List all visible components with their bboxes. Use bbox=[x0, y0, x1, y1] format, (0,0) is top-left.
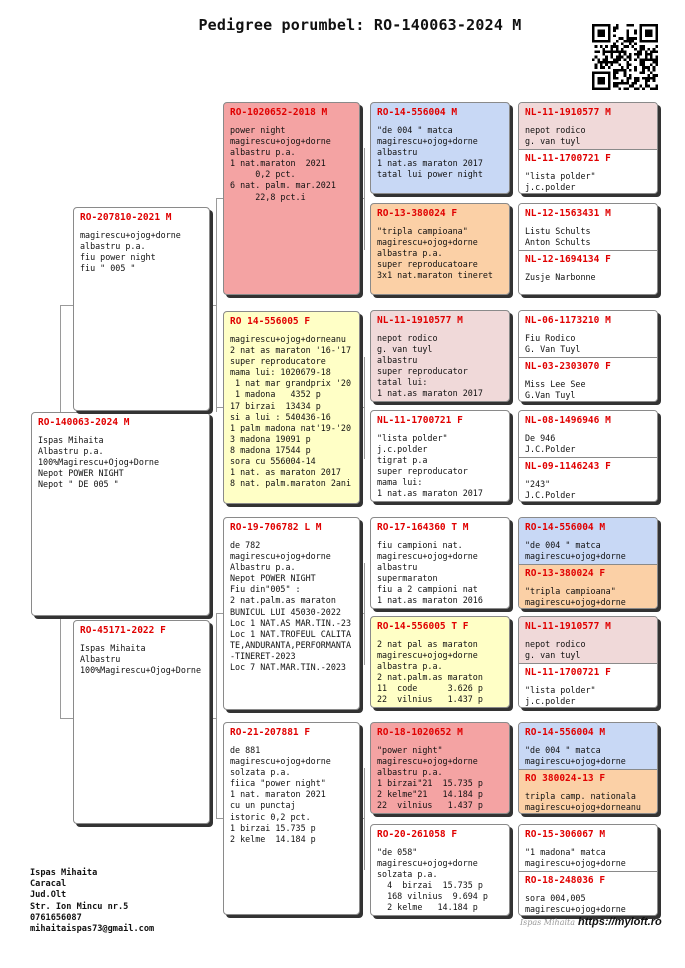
description-line: BUNICUL LUI 45030-2022 bbox=[230, 606, 341, 617]
description-line: Albastru bbox=[80, 654, 121, 665]
description-line: Loc 1 NAT.AS MAR.TIN.-23 bbox=[230, 617, 352, 628]
description-line: magirescu+ojog+dorne bbox=[377, 551, 478, 562]
description-line: Nepot POWER NIGHT bbox=[230, 573, 316, 584]
female-ancestor[interactable] bbox=[519, 564, 657, 609]
description-line: magirescu+ojog+dorne bbox=[377, 136, 478, 147]
description-line: Nepot " DE 005 " bbox=[38, 479, 119, 490]
description-line: magirescu+ojog+dorne bbox=[525, 756, 626, 767]
pigeon-ring-id: RO-1020652-2018 M bbox=[230, 107, 328, 118]
female-ancestor[interactable] bbox=[519, 250, 657, 295]
description-line: j.c.polder bbox=[525, 696, 576, 707]
description-line: "lista polder" bbox=[525, 685, 596, 695]
description-line: "lista polder" bbox=[525, 171, 596, 181]
description-line: Fiu Rodico bbox=[525, 333, 576, 343]
connector-line bbox=[210, 718, 216, 719]
pigeon-ring-id: RO-17-164360 T M bbox=[377, 522, 469, 533]
pigeon-ring-id: RO-14-556005 T F bbox=[377, 621, 469, 632]
grandparent-card[interactable] bbox=[223, 722, 360, 915]
description-line: Ispas Mihaita bbox=[80, 643, 146, 653]
pigeon-description bbox=[377, 226, 503, 281]
description-line: "de 004 " matca bbox=[525, 540, 601, 550]
pigeon-ring-id: RO-14-556004 M bbox=[525, 522, 606, 533]
pigeon-description bbox=[525, 433, 651, 455]
pigeon-description bbox=[230, 745, 353, 845]
description-line: 22 vilnius 1.437 p bbox=[377, 694, 483, 705]
male-ancestor[interactable] bbox=[519, 311, 657, 357]
subject-pigeon-card[interactable] bbox=[31, 412, 210, 616]
description-line: 11 code 3.626 p bbox=[377, 683, 483, 694]
description-line: "de 004 " matca bbox=[525, 745, 601, 755]
description-line: 1 nat.as maraton 2017 bbox=[377, 158, 483, 169]
great-grandparent-card[interactable] bbox=[370, 824, 510, 916]
female-ancestor[interactable] bbox=[519, 357, 657, 402]
description-line: 6 nat. palm. mar.2021 bbox=[230, 180, 336, 191]
description-line: 22,8 pct.i bbox=[230, 191, 306, 202]
description-line: 2 nat pal as maraton bbox=[377, 639, 478, 649]
pigeon-description bbox=[80, 643, 203, 676]
owner-street: Str. Ion Mincu nr.5 bbox=[30, 901, 129, 912]
grandparent-pair-card bbox=[518, 102, 658, 194]
description-line: magirescu+ojog+dorne bbox=[377, 756, 478, 767]
description-line: magirescu+ojog+dorneanu bbox=[230, 334, 346, 344]
description-line: 1 nat. as maraton 2017 bbox=[230, 467, 341, 478]
description-line: magirescu+ojog+dorne bbox=[525, 858, 626, 869]
female-ancestor[interactable] bbox=[519, 871, 657, 916]
description-line: Albastru p.a. bbox=[230, 562, 296, 573]
description-line: G.Van Tuyl bbox=[525, 390, 576, 401]
pair-separator bbox=[519, 357, 657, 358]
grandparent-pair-card bbox=[518, 824, 658, 916]
great-grandparent-card[interactable] bbox=[370, 410, 510, 502]
pigeon-ring-id: RO 380024-13 F bbox=[525, 773, 606, 784]
description-line: magirescu+ojog+dorne bbox=[377, 237, 478, 248]
grandparent-card[interactable] bbox=[223, 517, 360, 710]
pigeon-description bbox=[230, 125, 353, 203]
description-line: albastra p.a. bbox=[377, 661, 443, 672]
pigeon-description bbox=[377, 639, 503, 706]
description-line: sora 004,005 bbox=[525, 893, 586, 903]
connector-line bbox=[360, 613, 364, 614]
description-line: 1 nat mar grandprix '20 bbox=[230, 378, 352, 389]
male-ancestor[interactable] bbox=[519, 617, 657, 663]
description-line: 8 madona 17544 p bbox=[230, 444, 311, 455]
description-line: -TINERET-2023 bbox=[230, 650, 296, 661]
description-line: fiu power night bbox=[80, 252, 156, 263]
grandparent-pair-card bbox=[518, 722, 658, 814]
great-grandparent-card[interactable] bbox=[370, 722, 510, 814]
grandparent-pair-card bbox=[518, 616, 658, 708]
parent-card[interactable] bbox=[73, 620, 210, 824]
qr-code bbox=[592, 24, 658, 90]
description-line: 2 kelme 14.184 p bbox=[377, 902, 478, 913]
description-line: fiica "power night" bbox=[230, 778, 326, 789]
great-grandparent-card[interactable] bbox=[370, 616, 510, 708]
description-line: "tripla campioana" bbox=[377, 226, 468, 236]
pair-separator bbox=[519, 663, 657, 664]
signature: Ispas Mihaita bbox=[520, 918, 576, 927]
pigeon-description bbox=[525, 125, 651, 147]
description-line: solzata p.a. bbox=[377, 869, 438, 880]
description-line: 100%Magirescu+Ojog+Dorne bbox=[38, 457, 160, 468]
description-line: magirescu+ojog+dorne bbox=[230, 136, 331, 147]
description-line: magirescu+ojog+dorne bbox=[525, 904, 626, 915]
description-line: si a lui : 540436-16 bbox=[230, 411, 331, 422]
connector-line bbox=[216, 613, 223, 614]
connector-line bbox=[216, 818, 223, 819]
description-line: Miss Lee See bbox=[525, 379, 586, 389]
description-line: 2 kelme"21 14.184 p bbox=[377, 789, 483, 800]
description-line: 2 nat.palm.as maraton bbox=[230, 595, 336, 606]
description-line: 1 birzai"21 15.735 p bbox=[377, 778, 483, 789]
pigeon-ring-id: NL-09-1146243 F bbox=[525, 461, 611, 472]
description-line: magirescu+ojog+dorne bbox=[230, 551, 331, 562]
pigeon-description bbox=[525, 479, 651, 501]
pigeon-description bbox=[525, 586, 651, 608]
pigeon-ring-id: NL-06-1173210 M bbox=[525, 315, 611, 326]
description-line: 3x1 nat.maraton tineret bbox=[377, 270, 493, 281]
description-line: super reproducatore bbox=[230, 356, 326, 367]
description-line: 1 nat.as maraton 2017 bbox=[377, 488, 483, 499]
connector-line bbox=[60, 718, 73, 719]
pigeon-ring-id: RO-15-306067 M bbox=[525, 829, 606, 840]
description-line: mama lui: bbox=[377, 477, 423, 488]
great-grandparent-card[interactable] bbox=[370, 310, 510, 402]
description-line: "243" bbox=[525, 479, 551, 489]
pigeon-description bbox=[525, 639, 651, 661]
description-line: Loc 7 NAT.MAR.TIN.-2023 bbox=[230, 662, 346, 673]
description-line: tatal lui: bbox=[377, 377, 428, 388]
pigeon-description bbox=[377, 745, 503, 812]
male-ancestor[interactable] bbox=[519, 204, 657, 250]
description-line: cu un punctaj bbox=[230, 800, 296, 811]
description-line: Nepot POWER NIGHT bbox=[38, 468, 124, 479]
owner-county: Jud.Olt bbox=[30, 890, 67, 901]
pair-separator bbox=[519, 769, 657, 770]
description-line: albastru bbox=[377, 355, 418, 366]
description-line: nepot rodico bbox=[377, 333, 438, 343]
description-line: nepot rodico bbox=[525, 125, 586, 135]
description-line: albastru p.a. bbox=[80, 241, 146, 252]
description-line: 4 birzai 15.735 p bbox=[377, 880, 483, 891]
grandparent-card[interactable] bbox=[223, 311, 360, 504]
description-line: De 946 bbox=[525, 433, 556, 443]
description-line: 1 nat.maraton 2021 bbox=[230, 158, 326, 169]
pigeon-description bbox=[525, 745, 651, 767]
description-line: Ispas Mihaita bbox=[38, 435, 104, 445]
description-line: power night bbox=[230, 125, 286, 135]
description-line: 1 nat. maraton 2021 bbox=[230, 789, 326, 800]
pigeon-ring-id: RO-14-556004 M bbox=[377, 107, 458, 118]
pigeon-ring-id: RO 14-556005 F bbox=[230, 316, 311, 327]
grandparent-pair-card bbox=[518, 203, 658, 295]
owner-info bbox=[30, 868, 154, 935]
description-line: magirescu+ojog+dorne bbox=[525, 551, 626, 562]
pigeon-ring-id: NL-11-1700721 F bbox=[377, 415, 463, 426]
description-line: 22 vilnius 1.437 p bbox=[377, 800, 483, 811]
pigeon-ring-id: RO-13-380024 F bbox=[525, 568, 606, 579]
description-line: magirescu+ojog+dorne bbox=[377, 650, 478, 661]
owner-phone: 0761656087 bbox=[30, 912, 82, 923]
description-line: albastru p.a. bbox=[377, 767, 443, 778]
pair-separator bbox=[519, 871, 657, 872]
pigeon-ring-id: NL-11-1700721 F bbox=[525, 153, 611, 164]
pigeon-description bbox=[80, 230, 203, 274]
description-line: "de 004 " matca bbox=[377, 125, 453, 135]
connector-line bbox=[364, 768, 365, 870]
connector-line bbox=[364, 357, 365, 459]
pigeon-ring-id: RO-21-207881 F bbox=[230, 727, 311, 738]
pigeon-description bbox=[525, 272, 651, 283]
grandparent-pair-card bbox=[518, 410, 658, 502]
connector-line bbox=[60, 305, 73, 306]
female-ancestor[interactable] bbox=[519, 769, 657, 814]
pigeon-ring-id: NL-11-1910577 M bbox=[377, 315, 463, 326]
description-line: fiu a 2 campioni nat bbox=[377, 584, 478, 595]
pigeon-description bbox=[377, 847, 503, 914]
description-line: g. van tuyl bbox=[525, 650, 581, 661]
description-line: tripla camp. nationala bbox=[525, 791, 636, 801]
description-line: de 782 bbox=[230, 540, 261, 550]
connector-line bbox=[210, 305, 216, 306]
description-line: "de 058" bbox=[377, 847, 418, 857]
pigeon-ring-id: RO-13-380024 F bbox=[377, 208, 458, 219]
description-line: 8 nat. palm.maraton 2ani bbox=[230, 478, 352, 489]
female-ancestor[interactable] bbox=[519, 663, 657, 708]
pigeon-description bbox=[525, 379, 651, 401]
description-line: "lista polder" bbox=[377, 433, 448, 443]
description-line: albastru p.a. bbox=[230, 147, 296, 158]
description-line: G. Van Tuyl bbox=[525, 344, 581, 355]
great-grandparent-card[interactable] bbox=[370, 517, 510, 609]
pigeon-description bbox=[377, 433, 503, 500]
pigeon-description bbox=[38, 435, 203, 490]
description-line: sora cu 556004-14 bbox=[230, 456, 316, 467]
description-line: Albastru p.a. bbox=[38, 446, 104, 457]
male-ancestor[interactable] bbox=[519, 518, 657, 564]
pigeon-ring-id: NL-12-1563431 M bbox=[525, 208, 611, 219]
description-line: magirescu+ojog+dorne bbox=[525, 597, 626, 608]
description-line: supermaraton bbox=[377, 573, 438, 584]
grandparent-pair-card bbox=[518, 517, 658, 609]
description-line: super reproducatoare bbox=[377, 259, 478, 270]
description-line: fiu campioni nat. bbox=[377, 540, 463, 550]
description-line: Fiu din"005" : bbox=[230, 584, 301, 595]
description-line: "power night" bbox=[377, 745, 443, 755]
grandparent-pair-card bbox=[518, 310, 658, 402]
male-ancestor[interactable] bbox=[519, 411, 657, 457]
description-line: "tripla campioana" bbox=[525, 586, 616, 596]
description-line: 1 nat.as maraton 2016 bbox=[377, 595, 483, 606]
pigeon-ring-id: NL-12-1694134 F bbox=[525, 254, 611, 265]
male-ancestor[interactable] bbox=[519, 825, 657, 871]
connector-line bbox=[360, 198, 364, 199]
description-line: 3 madona 19091 p bbox=[230, 433, 311, 444]
pigeon-description bbox=[525, 333, 651, 355]
description-line: 17 birzai 13434 p bbox=[230, 400, 321, 411]
pigeon-ring-id: NL-11-1700721 F bbox=[525, 667, 611, 678]
description-line: g. van tuyl bbox=[525, 136, 581, 147]
connector-line bbox=[364, 563, 365, 665]
description-line: Anton Schults bbox=[525, 237, 591, 248]
pair-separator bbox=[519, 149, 657, 150]
description-line: magirescu+ojog+dorneanu bbox=[525, 802, 641, 813]
pair-separator bbox=[519, 457, 657, 458]
pigeon-description bbox=[525, 847, 651, 869]
description-line: 2 kelme 14.184 p bbox=[230, 833, 316, 844]
pigeon-ring-id: RO-45171-2022 F bbox=[80, 625, 166, 636]
description-line: mama lui: 1020679-18 bbox=[230, 367, 331, 378]
pigeon-description bbox=[525, 791, 651, 813]
description-line: 0,2 pct. bbox=[230, 169, 296, 180]
great-grandparent-card[interactable] bbox=[370, 102, 510, 194]
pigeon-description bbox=[525, 685, 651, 707]
pigeon-description bbox=[377, 125, 503, 180]
pigeon-ring-id: RO-18-248036 F bbox=[525, 875, 606, 886]
description-line: 1 nat.as maraton 2017 bbox=[377, 388, 483, 399]
description-line: Listu Schults bbox=[525, 226, 591, 236]
grandparent-card[interactable] bbox=[223, 102, 360, 295]
pigeon-description bbox=[377, 333, 503, 400]
description-line: TE,ANDURANTA,PERFORMANTA bbox=[230, 639, 352, 650]
description-line: de 881 bbox=[230, 745, 261, 755]
pigeon-description bbox=[525, 893, 651, 915]
pigeon-description bbox=[230, 540, 353, 673]
description-line: 1 madona 4352 p bbox=[230, 389, 321, 400]
female-ancestor[interactable] bbox=[519, 149, 657, 194]
pigeon-ring-id: NL-11-1910577 M bbox=[525, 107, 611, 118]
great-grandparent-card[interactable] bbox=[370, 203, 510, 295]
description-line: j.c.polder bbox=[377, 444, 428, 455]
description-line: magirescu+ojog+dorne bbox=[80, 230, 181, 240]
parent-card[interactable] bbox=[73, 207, 210, 411]
connector-line bbox=[360, 818, 364, 819]
description-line: tatal lui power night bbox=[377, 169, 483, 180]
description-line: 1 palm madona nat'19-'20 bbox=[230, 422, 352, 433]
description-line: J.C.Polder bbox=[525, 444, 576, 455]
description-line: J.C.Polder bbox=[525, 490, 576, 501]
description-line: 100%Magirescu+Ojog+Dorne bbox=[80, 665, 202, 676]
pigeon-description bbox=[377, 540, 503, 607]
description-line: 2 nat.palm.as maraton bbox=[377, 672, 483, 683]
description-line: istoric 0,2 pct. bbox=[230, 811, 311, 822]
description-line: 1 birzai 15.735 p bbox=[230, 822, 316, 833]
pigeon-ring-id: NL-08-1496946 M bbox=[525, 415, 611, 426]
page-title: Pedigree porumbel: RO-140063-2024 M bbox=[198, 16, 522, 34]
description-line: albastru bbox=[377, 562, 418, 573]
description-line: g. van tuyl bbox=[377, 344, 433, 355]
connector-line bbox=[364, 148, 365, 250]
connector-line bbox=[216, 198, 217, 412]
description-line: Zusje Narbonne bbox=[525, 272, 596, 282]
pigeon-ring-id: RO-19-706782 L M bbox=[230, 522, 322, 533]
pigeon-description bbox=[525, 226, 651, 248]
website-link[interactable]: https://myloft.ro bbox=[578, 916, 662, 928]
description-line: fiu " 005 " bbox=[80, 263, 136, 274]
female-ancestor[interactable] bbox=[519, 457, 657, 502]
description-line: tigrat p.a bbox=[377, 455, 428, 466]
description-line: albastru bbox=[377, 147, 418, 158]
pigeon-ring-id: RO-140063-2024 M bbox=[38, 417, 130, 428]
description-line: nepot rodico bbox=[525, 639, 586, 649]
pigeon-description bbox=[230, 334, 353, 489]
pair-separator bbox=[519, 564, 657, 565]
description-line: magirescu+ojog+dorne bbox=[230, 756, 331, 767]
description-line: j.c.polder bbox=[525, 182, 576, 193]
owner-city: Caracal bbox=[30, 879, 67, 890]
pigeon-ring-id: NL-03-2303070 F bbox=[525, 361, 611, 372]
male-ancestor[interactable] bbox=[519, 723, 657, 769]
description-line: Loc 1 NAT.TROFEUL CALITA bbox=[230, 628, 352, 639]
connector-line bbox=[216, 407, 223, 408]
pigeon-description bbox=[525, 171, 651, 193]
pigeon-ring-id: RO-20-261058 F bbox=[377, 829, 458, 840]
description-line: 2 nat as maraton '16-'17 bbox=[230, 345, 352, 356]
connector-line bbox=[360, 407, 364, 408]
pigeon-ring-id: RO-14-556004 M bbox=[525, 727, 606, 738]
male-ancestor[interactable] bbox=[519, 103, 657, 149]
connector-line bbox=[216, 613, 217, 819]
description-line: "1 madona" matca bbox=[525, 847, 606, 857]
description-line: 168 vilnius 9.694 p bbox=[377, 891, 488, 902]
pigeon-ring-id: RO-207810-2021 M bbox=[80, 212, 172, 223]
description-line: magirescu+ojog+dorne bbox=[377, 858, 478, 869]
pigeon-ring-id: RO-18-1020652 M bbox=[377, 727, 463, 738]
description-line: super reproducator bbox=[377, 366, 468, 377]
pigeon-ring-id: NL-11-1910577 M bbox=[525, 621, 611, 632]
description-line: super reproducator bbox=[377, 466, 468, 477]
description-line: solzata p.a. bbox=[230, 767, 291, 778]
description-line: albastra p.a. bbox=[377, 248, 443, 259]
pigeon-description bbox=[525, 540, 651, 562]
connector-line bbox=[216, 198, 223, 199]
owner-name: Ispas Mihaita bbox=[30, 868, 98, 878]
owner-email[interactable]: mihaitaispas73@gmail.com bbox=[30, 924, 155, 935]
pair-separator bbox=[519, 250, 657, 251]
